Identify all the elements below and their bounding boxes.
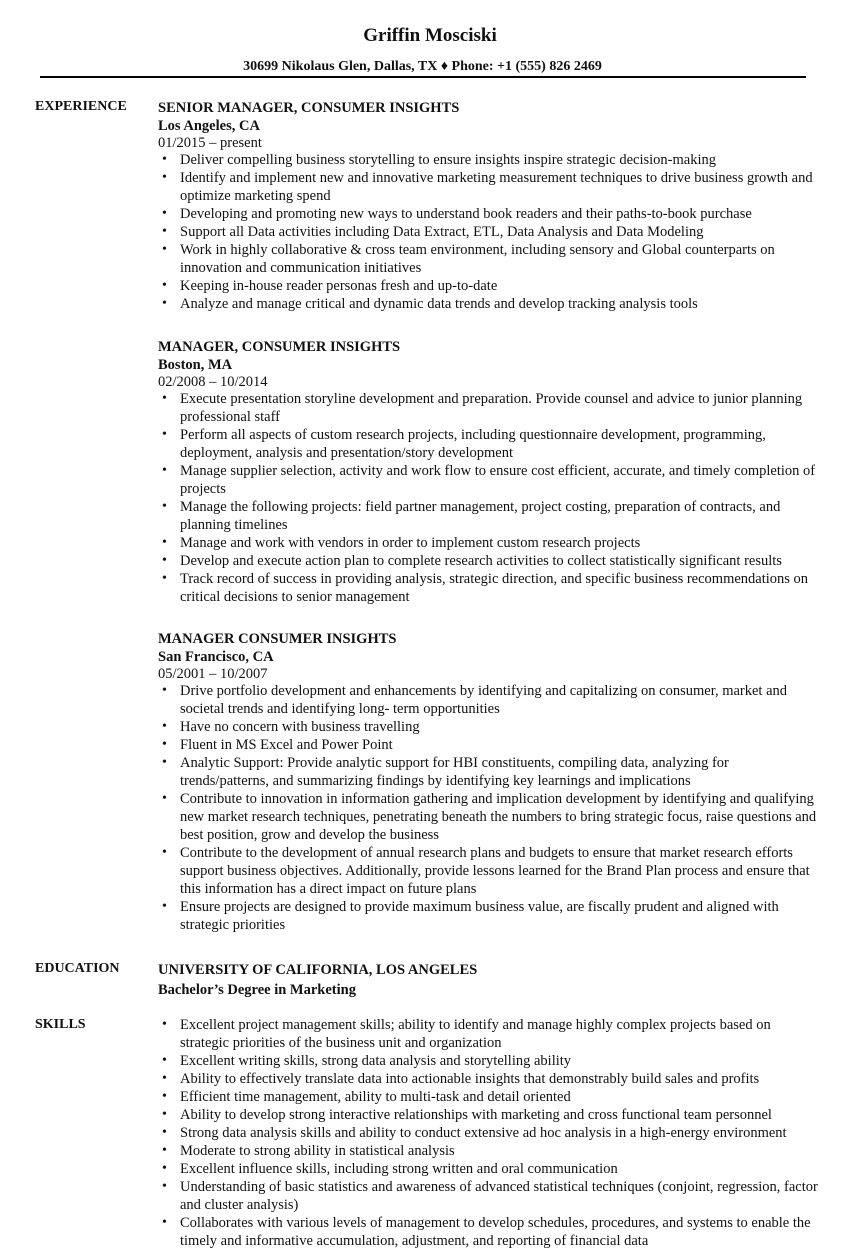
skills-heading: SKILLS	[35, 1017, 86, 1032]
bullet-item: • Manage the following projects: field partner management, project costing, preparation of contracts, and planning timelines	[158, 498, 818, 534]
job-dates: 02/2008 – 10/2014	[158, 374, 268, 390]
skill-item: • Excellent writing skills, strong data analysis and storytelling ability	[158, 1052, 818, 1070]
bullet-item: • Develop and execute action plan to complete research activities to collect statistically significant results	[158, 552, 818, 570]
job-entry	[158, 630, 818, 934]
job-location: Boston, MA	[158, 357, 233, 373]
job-bullets	[158, 682, 818, 934]
skill-item: • Collaborates with various levels of management to develop schedules, procedures, and systems to enable the timely and informative accumulation, adjustment, and reporting of financial data	[158, 1214, 818, 1250]
experience-heading: EXPERIENCE	[35, 99, 127, 114]
skill-item: • Understanding of basic statistics and awareness of advanced statistical techniques (conjoint, regression, factor and cluster analysis)	[158, 1178, 818, 1214]
skill-item: • Excellent influence skills, including strong written and oral communication	[158, 1160, 818, 1178]
contact-line: 30699 Nikolaus Glen, Dallas, TX ♦ Phone: +1 (555) 826 2469	[243, 59, 602, 74]
job-bullets	[158, 390, 818, 606]
skill-item: • Strong data analysis skills and ability to conduct extensive ad hoc analysis in a high-energy environment	[158, 1124, 818, 1142]
job-entry	[158, 99, 818, 313]
bullet-item: • Work in highly collaborative & cross team environment, including sensory and Global counterparts on innovation and communication initiatives	[158, 241, 818, 277]
bullet-item: • Analyze and manage critical and dynamic data trends and develop tracking analysis tools	[158, 295, 818, 313]
bullet-item: • Identify and implement new and innovative marketing measurement techniques to drive business growth and optimize marketing spend	[158, 169, 818, 205]
header-divider	[40, 76, 806, 78]
job-title: MANAGER, CONSUMER INSIGHTS	[158, 339, 401, 355]
job-bullets	[158, 151, 818, 313]
degree: Bachelor’s Degree in Marketing	[158, 982, 356, 998]
job-title: MANAGER CONSUMER INSIGHTS	[158, 631, 397, 647]
skills-entry	[158, 1016, 818, 1250]
bullet-item: • Manage supplier selection, activity and work flow to ensure cost efficient, accurate, and timely completion of projects	[158, 462, 818, 498]
bullet-item: • Drive portfolio development and enhancements by identifying and capitalizing on consumer, market and societal trends and identifying long- term opportunities	[158, 682, 818, 718]
candidate-name: Griffin Mosciski	[363, 25, 497, 46]
bullet-item: • Execute presentation storyline development and preparation. Provide counsel and advice to junior planning professional staff	[158, 390, 818, 426]
bullet-item: • Analytic Support: Provide analytic support for HBI constituents, compiling data, analyzing for trends/patterns, and summarizing findings by identifying key learnings and implications	[158, 754, 818, 790]
skill-item: • Excellent project management skills; ability to identify and manage highly complex projects based on strategic priorities of the business unit and organization	[158, 1016, 818, 1052]
skill-item: • Ability to effectively translate data into actionable insights that demonstrably build sales and profits	[158, 1070, 818, 1088]
bullet-item: • Support all Data activities including Data Extract, ETL, Data Analysis and Data Modeling	[158, 223, 818, 241]
skills-list	[158, 1016, 818, 1250]
bullet-item: • Ensure projects are designed to provide maximum business value, are fiscally prudent and aligned with strategic priorities	[158, 898, 818, 934]
bullet-item: • Contribute to innovation in information gathering and implication development by identifying and qualifying new market research techniques, penetrating beneath the numbers to bring strategic focus, raise questions and best position, grow and develop the business	[158, 790, 818, 844]
bullet-item: • Perform all aspects of custom research projects, including questionnaire development, programming, deployment, analysis and presentation/story development	[158, 426, 818, 462]
bullet-item: • Fluent in MS Excel and Power Point	[158, 736, 818, 754]
bullet-item: • Deliver compelling business storytelling to ensure insights inspire strategic decision-making	[158, 151, 818, 169]
education-entry	[158, 961, 818, 999]
job-dates: 05/2001 – 10/2007	[158, 666, 268, 682]
bullet-item: • Developing and promoting new ways to understand book readers and their paths-to-book purchase	[158, 205, 818, 223]
bullet-item: • Have no concern with business travelling	[158, 718, 818, 736]
bullet-item: • Contribute to the development of annual research plans and budgets to ensure that market research efforts support business objectives. Additionally, provide lessons learned for the Brand Plan process and ensure that this information has a direct impact on future plans	[158, 844, 818, 898]
job-location: Los Angeles, CA	[158, 118, 260, 134]
school-name: UNIVERSITY OF CALIFORNIA, LOS ANGELES	[158, 962, 478, 978]
skill-item: • Efficient time management, ability to multi-task and detail oriented	[158, 1088, 818, 1106]
job-dates: 01/2015 – present	[158, 135, 262, 151]
bullet-item: • Manage and work with vendors in order to implement custom research projects	[158, 534, 818, 552]
job-location: San Francisco, CA	[158, 649, 274, 665]
education-heading: EDUCATION	[35, 961, 120, 976]
job-title: SENIOR MANAGER, CONSUMER INSIGHTS	[158, 100, 460, 116]
bullet-item: • Keeping in-house reader personas fresh and up-to-date	[158, 277, 818, 295]
bullet-item: • Track record of success in providing analysis, strategic direction, and specific business recommendations on critical decisions to senior management	[158, 570, 818, 606]
skill-item: • Ability to develop strong interactive relationships with marketing and cross functional team personnel	[158, 1106, 818, 1124]
skill-item: • Moderate to strong ability in statistical analysis	[158, 1142, 818, 1160]
job-entry	[158, 338, 818, 606]
